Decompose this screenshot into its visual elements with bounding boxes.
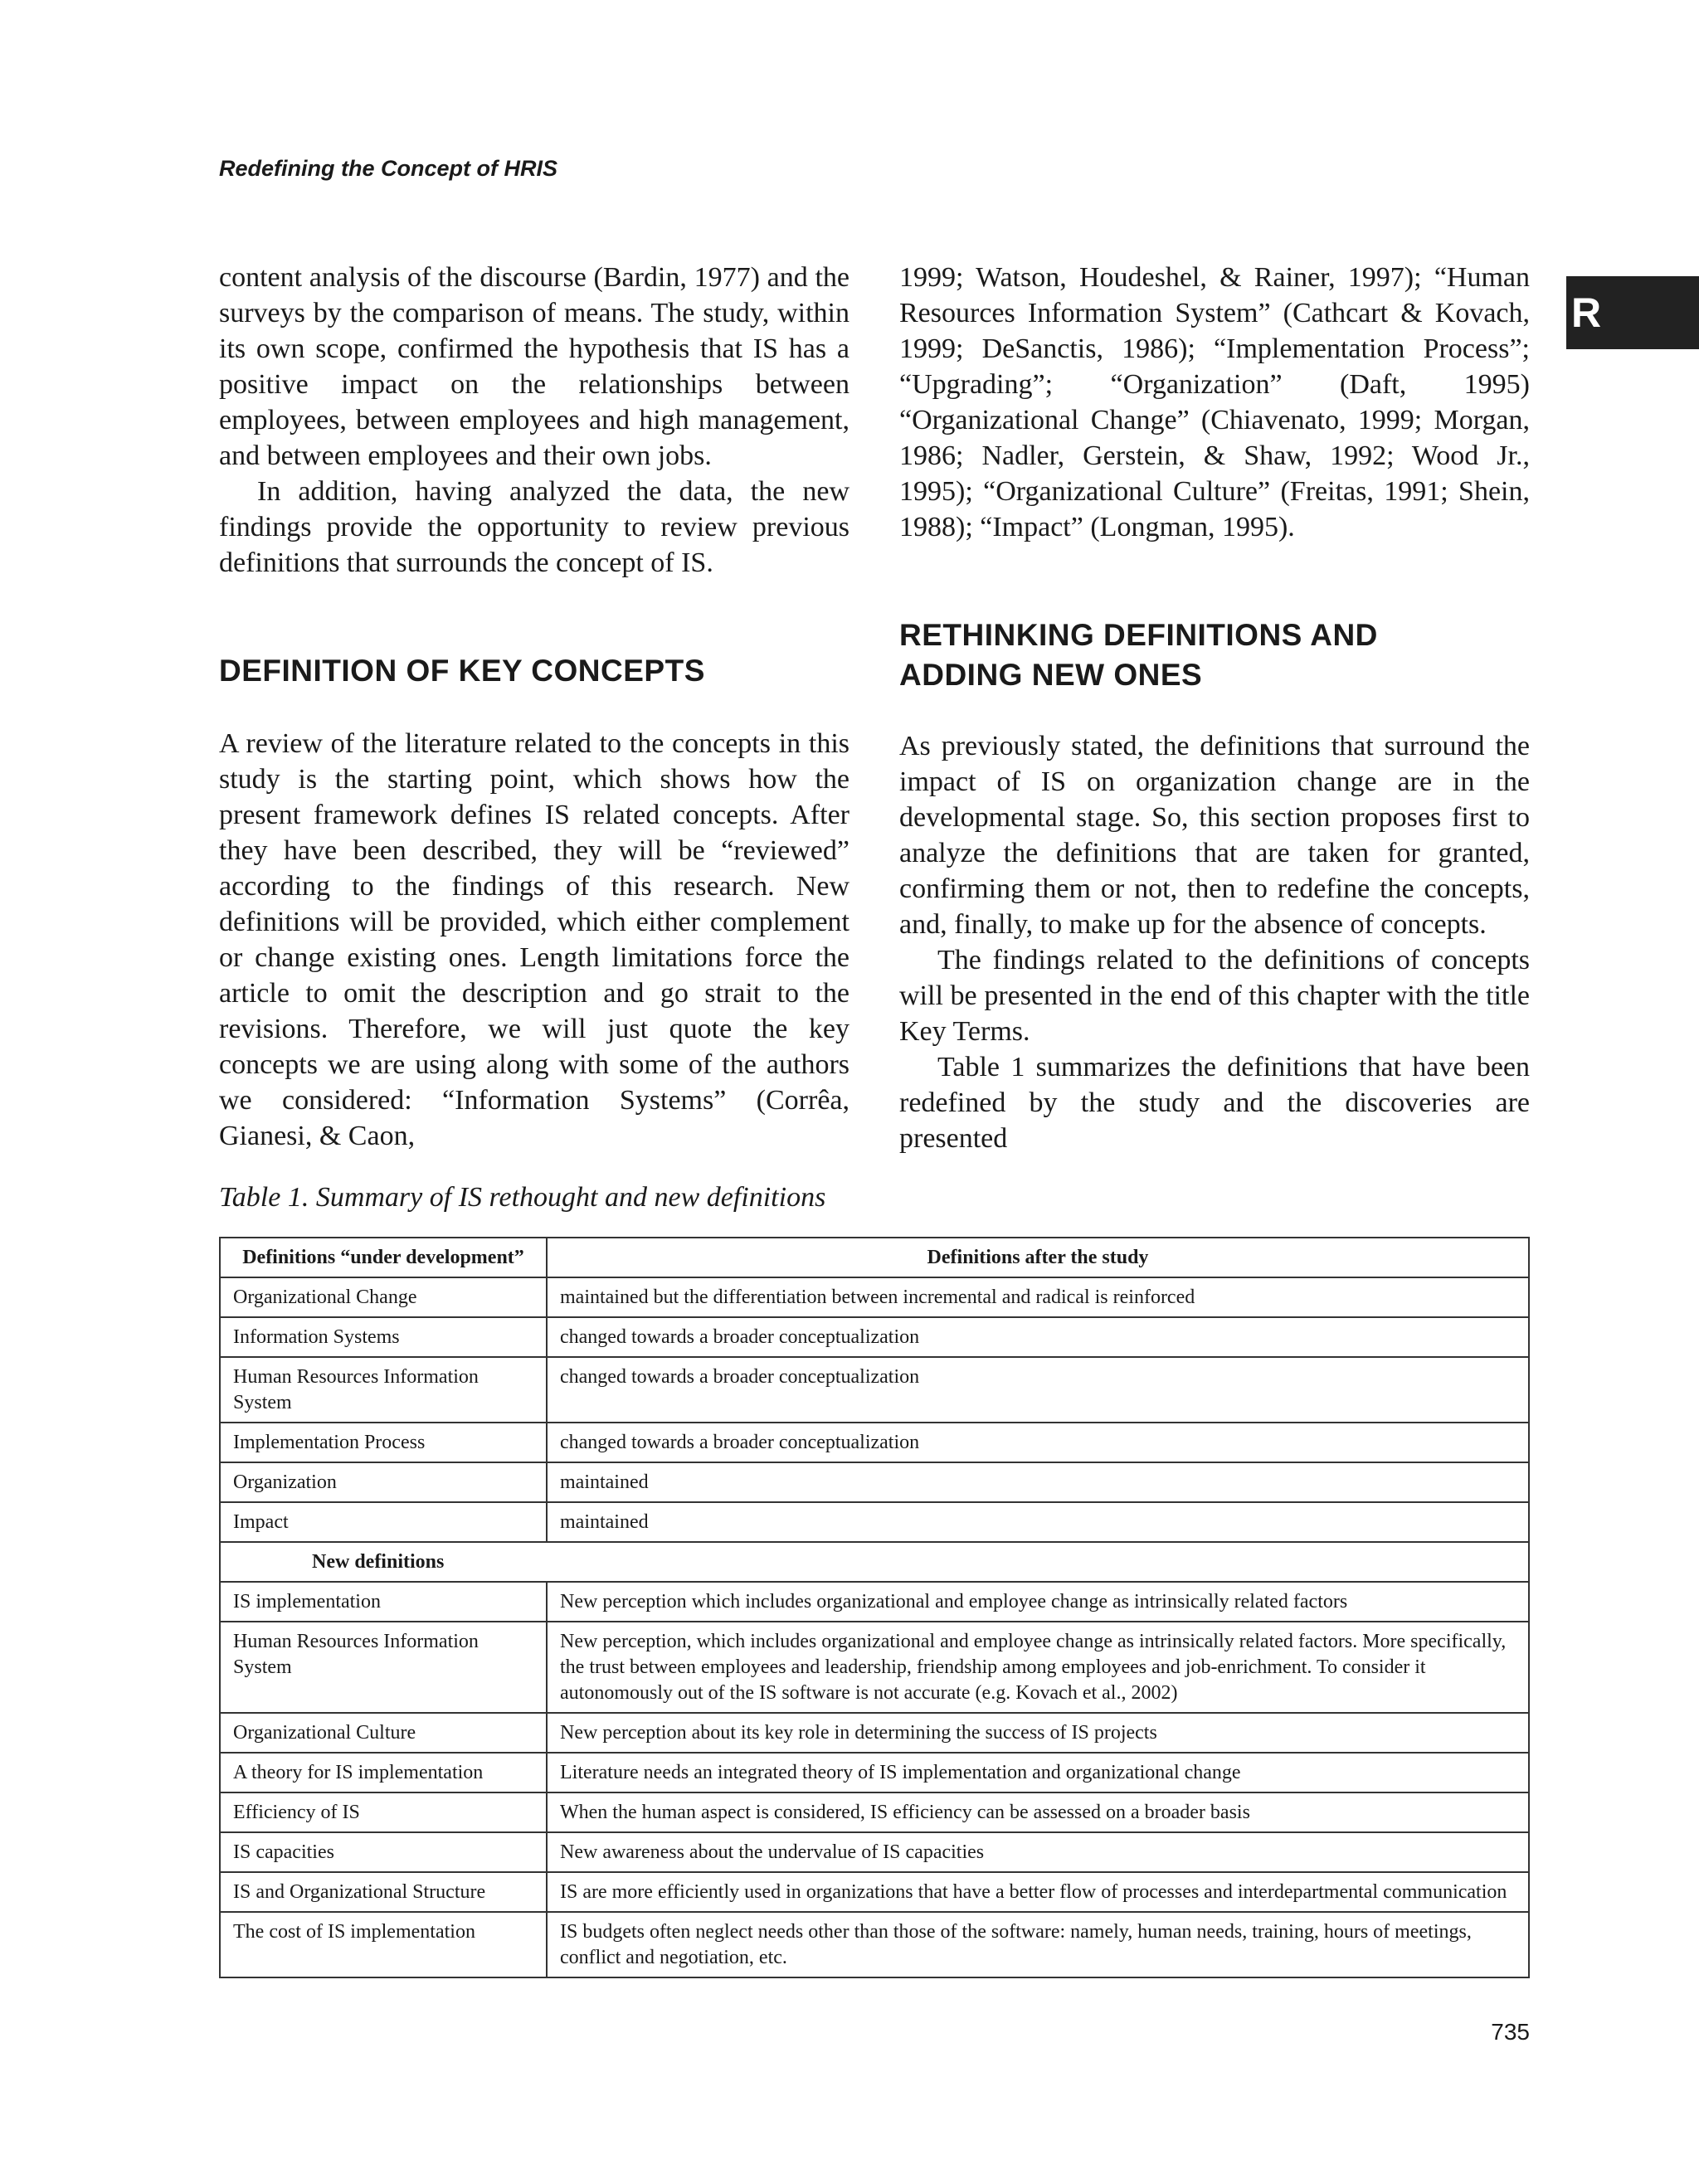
table-cell: changed towards a broader conceptualization — [547, 1423, 1529, 1462]
table-cell: changed towards a broader conceptualization — [547, 1317, 1529, 1357]
table-cell: IS implementation — [220, 1582, 547, 1622]
table-row — [220, 1357, 1529, 1423]
definitions-table — [219, 1237, 1530, 1978]
paragraph: As previously stated, the definitions that surround the impact of IS on organization change are in the developmental stage. So, this section proposes first to analyze the definitions that are taken for granted, confirming them or not, then to redefine the concepts, and, finally, to make up for the absence of concepts. — [899, 731, 1530, 940]
table-header-row — [220, 1238, 1529, 1277]
right-column-intro — [899, 260, 1530, 545]
table-cell: Efficiency of IS — [220, 1792, 547, 1832]
table-row — [220, 1753, 1529, 1792]
table-cell: The cost of IS implementation — [220, 1912, 547, 1977]
page-number: 735 — [1491, 2019, 1530, 2045]
right-column-body — [899, 728, 1530, 1156]
table-cell: When the human aspect is considered, IS efficiency can be assessed on a broader basis — [547, 1792, 1529, 1832]
section-heading-key-concepts: DEFINITION OF KEY CONCEPTS — [219, 654, 705, 688]
paragraph: In addition, having analyzed the data, the new findings provide the opportunity to review previous definitions that surrounds the concept of IS. — [219, 476, 850, 578]
table-caption: Table 1. Summary of IS rethought and new definitions — [219, 1182, 826, 1213]
table-cell: Human Resources Information System — [220, 1357, 547, 1423]
paragraph: 1999; Watson, Houdeshel, & Rainer, 1997); “Human Resources Information System” (Cathcart & Kovach, 1999; DeSanctis, 1986); “Implementation Process”; “Upgrading”; “Organization” (Daft, 1995) “Organizational Change” (Chiavenato, 1999; Morgan, 1986; Nadler, Gerstein, & Shaw, 1992; Wood Jr., 1995); “Organizational Culture” (Freitas, 1991; Shein, 1988); “Impact” (Longman, 1995). — [899, 262, 1530, 542]
table-cell: New perception, which includes organizational and employee change as intrinsically related factors. More specifically, the trust between employees and leadership, friendship among employees and job-enrichment. To consider it autonomously out of the IS software is not accurate (e.g. Kovach et al., 2002) — [547, 1622, 1529, 1713]
left-column-body — [219, 726, 850, 1154]
table-row — [220, 1832, 1529, 1872]
table-cell: maintained — [547, 1462, 1529, 1502]
section-tab: R — [1566, 276, 1699, 349]
table-cell: maintained — [547, 1502, 1529, 1542]
table-cell: Organizational Change — [220, 1277, 547, 1317]
paragraph: Table 1 summarizes the definitions that have been redefined by the study and the discoveries are presented — [899, 1052, 1530, 1154]
section-heading-rethinking — [899, 615, 1378, 695]
column-header: Definitions “under development” — [220, 1238, 547, 1277]
paragraph: The findings related to the definitions of concepts will be presented in the end of this chapter with the title Key Terms. — [899, 945, 1530, 1047]
table-cell: Impact — [220, 1502, 547, 1542]
paragraph: content analysis of the discourse (Bardin, 1977) and the surveys by the comparison of means. The study, within its own scope, confirmed the hypothesis that IS has a positive impact on the relationships between employees, between employees and high management, and between employees and their own jobs. — [219, 262, 850, 471]
table-cell: New perception about its key role in determining the success of IS projects — [547, 1713, 1529, 1753]
table-cell: IS capacities — [220, 1832, 547, 1872]
table-row — [220, 1912, 1529, 1977]
table-cell: Organization — [220, 1462, 547, 1502]
table-row — [220, 1423, 1529, 1462]
running-head: Redefining the Concept of HRIS — [219, 156, 557, 181]
column-header: Definitions after the study — [547, 1238, 1529, 1277]
table-cell: A theory for IS implementation — [220, 1753, 547, 1792]
table-row — [220, 1872, 1529, 1912]
table-cell: Human Resources Information System — [220, 1622, 547, 1713]
table-section-row — [220, 1542, 1529, 1582]
table-cell: changed towards a broader conceptualization — [547, 1357, 1529, 1423]
table-cell: IS budgets often neglect needs other than those of the software: namely, human needs, training, hours of meetings, conflict and negotiation, etc. — [547, 1912, 1529, 1977]
table-cell: Information Systems — [220, 1317, 547, 1357]
table-row — [220, 1502, 1529, 1542]
table-cell: IS are more efficiently used in organizations that have a better flow of processes and interdepartmental communication — [547, 1872, 1529, 1912]
table-row — [220, 1713, 1529, 1753]
table-cell: Organizational Culture — [220, 1713, 547, 1753]
heading-line: ADDING NEW ONES — [899, 658, 1203, 692]
table-row — [220, 1622, 1529, 1713]
heading-line: RETHINKING DEFINITIONS AND — [899, 618, 1378, 652]
table-cell: IS and Organizational Structure — [220, 1872, 547, 1912]
table-row — [220, 1462, 1529, 1502]
section-label: New definitions — [220, 1542, 1529, 1582]
left-column-intro — [219, 260, 850, 581]
table-row — [220, 1582, 1529, 1622]
table-row — [220, 1792, 1529, 1832]
table-row — [220, 1317, 1529, 1357]
table-cell: New awareness about the undervalue of IS capacities — [547, 1832, 1529, 1872]
table-cell: Literature needs an integrated theory of IS implementation and organizational change — [547, 1753, 1529, 1792]
table-cell: New perception which includes organizational and employee change as intrinsically related factors — [547, 1582, 1529, 1622]
table-row — [220, 1277, 1529, 1317]
table-cell: Implementation Process — [220, 1423, 547, 1462]
paragraph: A review of the literature related to the concepts in this study is the starting point, which shows how the present framework defines IS related concepts. After they have been described, they will be “reviewed” according to the findings of this research. New definitions will be provided, which either complement or change existing ones. Length limitations force the article to omit the description and go strait to the revisions. Therefore, we will just quote the key concepts we are using along with some of the authors we considered: “Information Systems” (Corrêa, Gianesi, & Caon, — [219, 728, 850, 1151]
table-cell: maintained but the differentiation between incremental and radical is reinforced — [547, 1277, 1529, 1317]
